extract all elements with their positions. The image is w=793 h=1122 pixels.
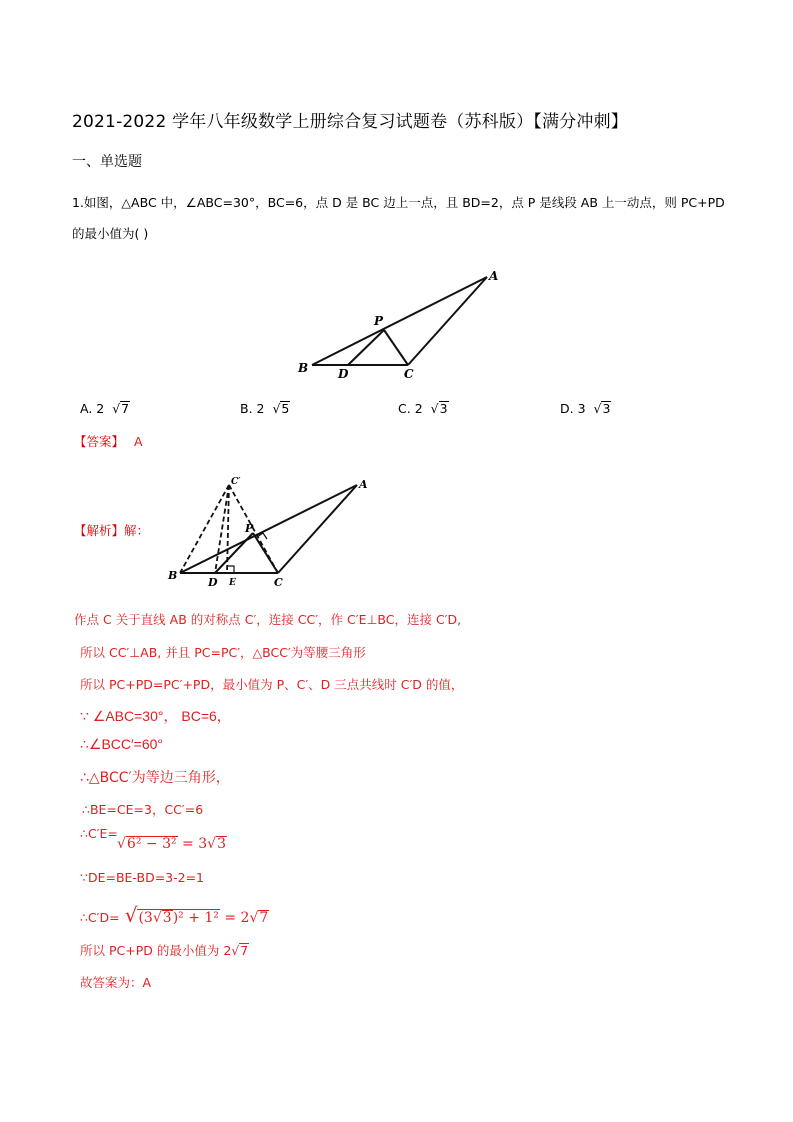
analysis-figure (165, 473, 385, 588)
option-d[interactable]: D. 3 √3 (560, 401, 611, 416)
analysis-line-5: ∴∠BCC′=60° (80, 736, 163, 752)
label-c: C (404, 367, 414, 381)
analysis-line-2: 所以 CC′⊥AB, 并且 PC=PC′，△BCC′为等腰三角形 (80, 645, 366, 660)
label-p: P (245, 522, 254, 535)
question-text-line2: 的最小值为( ) (72, 226, 149, 241)
page-title: 2021-2022 学年八年级数学上册综合复习试题卷（苏科版）【满分冲刺】 (72, 112, 628, 132)
label-c: C (274, 576, 283, 588)
ce-prefix: ∴C′E= (80, 826, 118, 841)
label-d: D (208, 576, 218, 588)
min-value-line: 所以 PC+PD 的最小值为 2√7 (80, 943, 249, 958)
cd-formula: ∴C′D= √(3√3)² + 1² = 2√7 (80, 903, 269, 927)
answer-line (74, 432, 143, 450)
de-line: ∵DE=BE-BD=3-2=1 (80, 870, 205, 885)
analysis-label: 【解析】 (74, 523, 125, 538)
analysis-line-6: ∴△BCC′为等边三角形， (80, 770, 230, 786)
section-heading: 一、单选题 (72, 154, 142, 170)
option-c[interactable]: C. 2 √3 (398, 401, 448, 416)
final-answer-line: 故答案为：A (80, 975, 152, 990)
answer-label: 【答案】 (74, 434, 125, 449)
label-a: A (359, 478, 368, 491)
label-c-prime: C′ (231, 477, 241, 487)
label-p: P (374, 314, 384, 328)
analysis-line-4: ∵ ∠ABC=30°， BC=6， (80, 708, 231, 724)
label-d: D (338, 367, 349, 381)
ce-formula: √6² − 3² = 3√3 (117, 836, 226, 852)
option-b[interactable]: B. 2 √5 (240, 401, 290, 416)
label-b: B (298, 361, 309, 375)
question-figure (290, 260, 510, 385)
label-b: B (168, 569, 178, 582)
analysis-intro: 解： (124, 523, 150, 538)
analysis-line-3: 所以 PC+PD=PC′+PD，最小值为 P、C′、D 三点共线时 C′D 的值， (80, 677, 464, 692)
analysis-line (74, 521, 149, 539)
label-e: E (229, 578, 236, 588)
analysis-line-1: 作点 C 关于直线 AB 的对称点 C′，连接 CC′，作 C′E⊥BC，连接 C′D, (74, 612, 462, 627)
answer-value: A (134, 434, 143, 449)
question-text-line1: 1.如图，△ABC 中，∠ABC=30°，BC=6，点 D 是 BC 边上一点，且 BD=2，点 P 是线段 AB 上一动点，则 PC+PD (72, 195, 725, 210)
label-a: A (489, 269, 499, 283)
analysis-line-7: ∴BE=CE=3，CC′=6 (82, 802, 204, 817)
option-a[interactable]: A. 2 √7 (80, 401, 130, 416)
